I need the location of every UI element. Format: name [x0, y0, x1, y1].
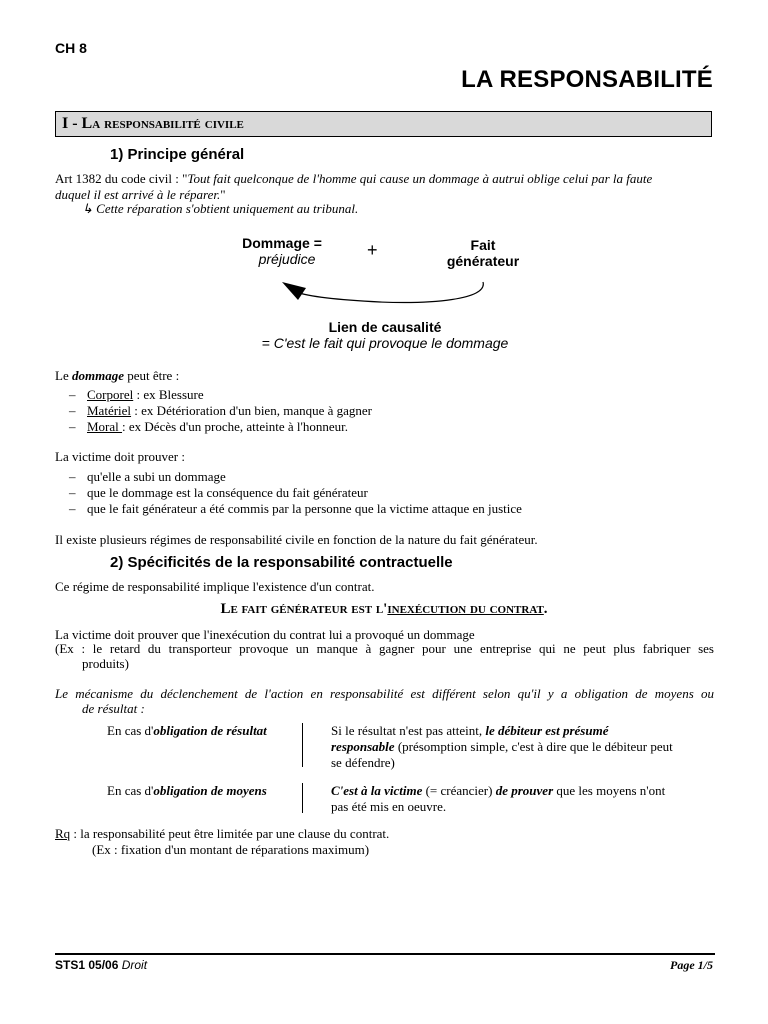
dommage-example: : ex Décès d'un proche, atteinte à l'honneur.	[122, 419, 348, 434]
label-pre: En cas d'	[107, 783, 154, 798]
list-item	[55, 485, 715, 501]
list-item	[55, 403, 715, 419]
page-title: LA RESPONSABILITÉ	[461, 66, 713, 93]
mechanism-line2: de résultat :	[82, 701, 145, 716]
label-pre: En cas d'	[107, 723, 154, 738]
footer-left	[55, 958, 147, 973]
text-part: (présomption simple, c'est à dire que le débiteur peut	[394, 739, 673, 754]
proof-line: La victime doit prouver que l'inexécution du contrat lui a provoqué un dommage	[55, 627, 475, 642]
tribunal-note-text: Cette réparation s'obtient uniquement au tribunal.	[96, 201, 359, 216]
dommage-word: dommage	[71, 368, 124, 383]
dash-bullet: –	[69, 469, 76, 484]
text-part: se défendre)	[331, 755, 395, 770]
subtitle-pre: Le fait générateur est l'	[220, 601, 388, 617]
dash-bullet: –	[69, 419, 76, 434]
victime-intro: La victime doit prouver :	[55, 449, 185, 464]
list-item-text: que le dommage est la conséquence du fait générateur	[87, 485, 368, 500]
obligation-moyens-label	[107, 783, 267, 799]
list-item	[55, 501, 715, 517]
tribunal-note	[82, 201, 358, 217]
text-emphasis: C'est à la victime	[331, 783, 423, 798]
diagram-lien-label: Lien de causalité	[328, 319, 442, 335]
remark-example: (Ex : fixation d'un montant de réparations maximum)	[92, 842, 370, 857]
diagram-generateur-label: générateur	[446, 253, 520, 269]
example-line2: produits)	[82, 656, 129, 671]
diagram-prejudice-label: préjudice	[258, 251, 316, 267]
diagram-plus-sign: +	[367, 240, 378, 260]
text-part: que les moyens n'ont	[553, 783, 666, 798]
diagram-fait-label: Fait	[470, 237, 496, 253]
article-quote-line2: duquel il est arrivé à le réparer.	[55, 187, 221, 202]
article-prefix: Art 1382 du code civil : "	[55, 171, 188, 186]
remark-label: Rq	[55, 826, 71, 841]
diagram-dommage-label: Dommage =	[242, 235, 322, 251]
list-item-text: qu'elle a subi un dommage	[87, 469, 226, 484]
subsection-heading-principe: 1) Principe général	[110, 146, 245, 163]
list-item	[55, 419, 715, 435]
dash-bullet: –	[69, 403, 76, 418]
dash-bullet: –	[69, 501, 76, 516]
remark-line	[55, 826, 389, 842]
remark-text: : la responsabilité peut être limitée par une clause du contrat.	[70, 826, 390, 841]
obligation-resultat-label	[107, 723, 267, 739]
obligation-resultat-text	[331, 723, 716, 771]
footer-rule	[55, 953, 715, 955]
contract-intro: Ce régime de responsabilité implique l'existence d'un contrat.	[55, 579, 375, 594]
dommage-intro	[55, 368, 179, 384]
causality-arrow	[270, 270, 500, 315]
dommage-example: : ex Blessure	[133, 387, 204, 402]
subtitle-post: .	[543, 601, 548, 617]
column-divider	[302, 783, 303, 813]
dash-bullet: –	[69, 485, 76, 500]
list-item	[55, 387, 715, 403]
obligation-moyens-text	[331, 783, 716, 815]
diagram-lien-definition: = C'est le fait qui provoque le dommage	[261, 335, 509, 351]
article-quote-line1: Tout fait quelconque de l'homme qui cause un dommage à autrui oblige celui par la faute	[187, 171, 653, 186]
subtitle-underlined: inexécution du contrat	[387, 601, 544, 617]
section-title: I - La responsabilité civile	[62, 115, 244, 132]
dommage-intro-pre: Le	[55, 368, 72, 383]
text-part: (= créancier)	[422, 783, 496, 798]
footer-course: STS1 05/06	[55, 958, 122, 972]
column-divider	[302, 723, 303, 767]
list-item-text: que le fait générateur a été commis par la personne que la victime attaque en justice	[87, 501, 522, 516]
dommage-type: Corporel	[87, 387, 134, 402]
text-part: Si le résultat n'est pas atteint,	[331, 723, 486, 738]
mechanism-line1: Le mécanisme du déclenchement de l'action en responsabilité est différent selon qu'il y a obligation de moyens ou	[55, 686, 714, 701]
dommage-intro-post: peut être :	[123, 368, 180, 383]
subsection-heading-specificites: 2) Spécificités de la responsabilité contractuelle	[110, 554, 453, 571]
victime-list	[55, 469, 715, 517]
article-suffix: "	[220, 187, 226, 202]
arrow-icon: ↳	[82, 201, 93, 216]
dommage-list	[55, 387, 715, 435]
obligation-term: obligation de résultat	[153, 723, 267, 738]
dash-bullet: –	[69, 387, 76, 402]
regimes-paragraph: Il existe plusieurs régimes de responsabilité civile en fonction de la nature du fait générateur.	[55, 532, 538, 547]
text-emphasis: responsable	[331, 739, 395, 754]
dommage-type: Matériel	[87, 403, 132, 418]
obligation-term: obligation de moyens	[153, 783, 267, 798]
dommage-type: Moral	[87, 419, 123, 434]
text-emphasis: le débiteur est présumé	[485, 723, 609, 738]
page-number: Page 1/5	[670, 958, 713, 972]
list-item	[55, 469, 715, 485]
dommage-example: : ex Détérioration d'un bien, manque à gagner	[131, 403, 372, 418]
text-emphasis: de prouver	[495, 783, 554, 798]
article-citation	[55, 171, 715, 203]
fait-generateur-subtitle	[0, 601, 768, 618]
footer-subject: Droit	[121, 958, 148, 972]
example-line1: (Ex : le retard du transporteur provoque un manque à gagner pour une entreprise qui ne peut plus fabriquer ses	[55, 641, 714, 656]
chapter-label: CH 8	[55, 40, 87, 56]
text-part: pas été mis en oeuvre.	[331, 799, 447, 814]
